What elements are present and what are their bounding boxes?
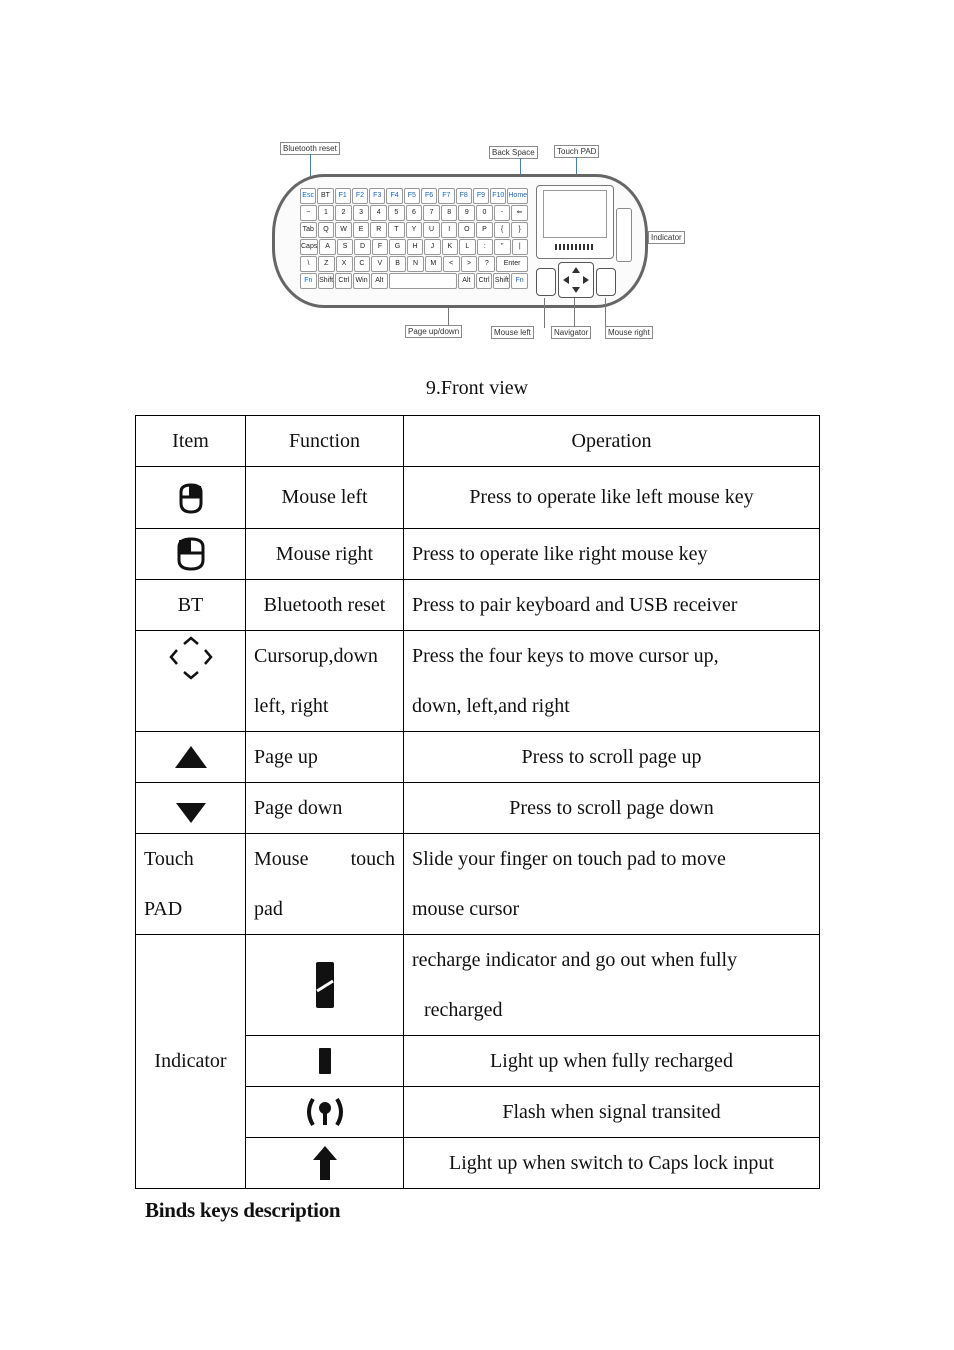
table-header-row (136, 416, 820, 467)
operation-cell: Press to scroll page up (404, 732, 820, 783)
key: F9 (473, 188, 489, 204)
function-cell: Mouse left (246, 467, 404, 529)
operation-line: recharge indicator and go out when fully (412, 949, 738, 971)
operation-cell: Press to pair keyboard and USB receiver (404, 580, 820, 631)
key: 3 (353, 205, 370, 221)
key: J (424, 239, 440, 255)
callout-mouse-left: Mouse left (491, 326, 534, 339)
function-cell (246, 1087, 404, 1138)
keyboard-keys (300, 188, 528, 290)
key: F3 (369, 188, 385, 204)
operation-cell: Flash when signal transited (404, 1087, 820, 1138)
key: B (389, 256, 406, 272)
key: X (336, 256, 353, 272)
callout-mouse-right: Mouse right (605, 326, 653, 339)
item-cell: Indicator (136, 935, 246, 1189)
key: Fn (511, 273, 528, 289)
function-word: touch (350, 848, 395, 870)
table-row (136, 631, 820, 732)
key: ⇐ (511, 205, 528, 221)
header-function: Function (246, 416, 404, 467)
item-cell (136, 783, 246, 834)
key: F2 (352, 188, 368, 204)
callout-page-up-down: Page up/down (405, 325, 462, 338)
callout-navigator: Navigator (551, 326, 591, 339)
function-cell (246, 834, 404, 935)
key-row (300, 188, 528, 204)
key: : (477, 239, 493, 255)
triangle-down-icon (175, 802, 207, 824)
touch-pad-surface (543, 190, 607, 238)
key: 2 (335, 205, 352, 221)
key: Fn (300, 273, 317, 289)
key: Home (507, 188, 528, 204)
operation-cell: Press to scroll page down (404, 783, 820, 834)
key: F6 (421, 188, 437, 204)
function-line: Cursorup,down (254, 645, 378, 667)
function-cell: Page down (246, 783, 404, 834)
function-line (254, 834, 395, 884)
indicator-strip (616, 208, 632, 262)
table-row (136, 935, 820, 1036)
key: T (388, 222, 405, 238)
key-row (300, 256, 528, 272)
function-cell: Bluetooth reset (246, 580, 404, 631)
mouse-right-button (596, 268, 616, 296)
item-cell (136, 529, 246, 580)
key: I (441, 222, 458, 238)
key: F10 (490, 188, 506, 204)
key: Ctrl (335, 273, 352, 289)
key: 0 (476, 205, 493, 221)
item-cell: BT (136, 580, 246, 631)
function-cell (246, 631, 404, 732)
operation-line: Slide your finger on touch pad to move (412, 848, 726, 870)
key: D (354, 239, 370, 255)
key: R (370, 222, 387, 238)
mouse-left-button (536, 268, 556, 296)
operation-cell: Press to operate like right mouse key (404, 529, 820, 580)
key: S (337, 239, 353, 255)
key: M (425, 256, 442, 272)
operation-line: Press the four keys to move cursor up, (412, 645, 719, 667)
key-row (300, 273, 528, 289)
space-key (389, 273, 457, 289)
key: { (494, 222, 511, 238)
charged-indicator-icon (318, 1047, 332, 1075)
touch-pad (536, 185, 614, 259)
key: Esc (300, 188, 316, 204)
triangle-up-icon (174, 745, 208, 769)
navigator-arrows-icon (168, 635, 214, 681)
item-cell (136, 467, 246, 529)
key: Y (406, 222, 423, 238)
key: N (407, 256, 424, 272)
operation-cell (404, 834, 820, 935)
key: > (461, 256, 478, 272)
item-cell (136, 834, 246, 935)
key: Q (318, 222, 335, 238)
figure-caption: 9.Front view (425, 377, 529, 399)
keyboard-front-view-figure (272, 138, 692, 343)
key: W (335, 222, 352, 238)
charging-indicator-icon (315, 961, 335, 1009)
key: - (494, 205, 511, 221)
item-cell (136, 732, 246, 783)
navigator-arrows-icon (559, 263, 593, 297)
key: 8 (441, 205, 458, 221)
header-operation: Operation (404, 416, 820, 467)
key: Ctrl (476, 273, 493, 289)
table-row (136, 580, 820, 631)
item-cell (136, 631, 246, 732)
item-line: PAD (144, 898, 183, 920)
leader-line (574, 298, 575, 328)
key: F8 (456, 188, 472, 204)
function-cell: Page up (246, 732, 404, 783)
function-cell (246, 935, 404, 1036)
key: " (494, 239, 510, 255)
caps-lock-icon (312, 1145, 338, 1181)
key: E (353, 222, 370, 238)
mouse-left-icon (178, 482, 204, 514)
key: C (354, 256, 371, 272)
operation-cell: Press to operate like left mouse key (404, 467, 820, 529)
function-line: left, right (254, 695, 329, 717)
item-line: Touch (144, 848, 194, 870)
key: F4 (386, 188, 402, 204)
key: } (511, 222, 528, 238)
key: 6 (406, 205, 423, 221)
key: P (476, 222, 493, 238)
table-row (136, 467, 820, 529)
function-line: pad (254, 898, 283, 920)
key: Tab (300, 222, 317, 238)
key: Enter (496, 256, 528, 272)
table-row (136, 834, 820, 935)
key-row (300, 205, 528, 221)
key: \ (300, 256, 317, 272)
key: V (371, 256, 388, 272)
operation-cell (404, 935, 820, 1036)
key: Caps (300, 239, 318, 255)
key: 5 (388, 205, 405, 221)
key: < (443, 256, 460, 272)
key: Z (318, 256, 335, 272)
navigator-pad (558, 262, 594, 298)
key: Shift (318, 273, 335, 289)
leader-line (544, 298, 545, 328)
key: ~ (300, 205, 317, 221)
key: A (319, 239, 335, 255)
key: 4 (370, 205, 387, 221)
key: 9 (458, 205, 475, 221)
callout-indicator: Indicator (648, 231, 685, 244)
key: Alt (458, 273, 475, 289)
mouse-right-icon (176, 536, 206, 572)
callout-bluetooth-reset: Bluetooth reset (280, 142, 340, 155)
operation-line: mouse cursor (412, 898, 520, 920)
table-row (136, 783, 820, 834)
table-row (136, 529, 820, 580)
operation-line: down, left,and right (412, 695, 570, 717)
operation-cell: Light up when switch to Caps lock input (404, 1138, 820, 1189)
key: ? (478, 256, 495, 272)
key: L (459, 239, 475, 255)
function-cell (246, 1138, 404, 1189)
key: Win (353, 273, 370, 289)
key: O (458, 222, 475, 238)
key: BT (317, 188, 333, 204)
touch-pad-grille (555, 244, 593, 250)
key: F (372, 239, 388, 255)
key: 1 (318, 205, 335, 221)
key: U (423, 222, 440, 238)
callout-touch-pad: Touch PAD (554, 145, 599, 158)
key: F7 (438, 188, 454, 204)
key: K (442, 239, 458, 255)
signal-indicator-icon (303, 1095, 347, 1129)
function-table (135, 415, 820, 1189)
operation-cell: Light up when fully recharged (404, 1036, 820, 1087)
key: | (512, 239, 528, 255)
key: Shift (493, 273, 510, 289)
operation-line: recharged (424, 999, 503, 1021)
function-cell (246, 1036, 404, 1087)
leader-line (605, 298, 606, 328)
operation-cell (404, 631, 820, 732)
key: Alt (371, 273, 388, 289)
key: F1 (335, 188, 351, 204)
key: G (389, 239, 405, 255)
callout-back-space: Back Space (489, 146, 538, 159)
table-row (136, 732, 820, 783)
key-row (300, 222, 528, 238)
section-heading: Binds keys description (145, 1198, 341, 1222)
header-item: Item (136, 416, 246, 467)
key: 7 (423, 205, 440, 221)
function-word: Mouse (254, 848, 309, 870)
key: H (407, 239, 423, 255)
key-row (300, 239, 528, 255)
key: F5 (404, 188, 420, 204)
function-cell: Mouse right (246, 529, 404, 580)
